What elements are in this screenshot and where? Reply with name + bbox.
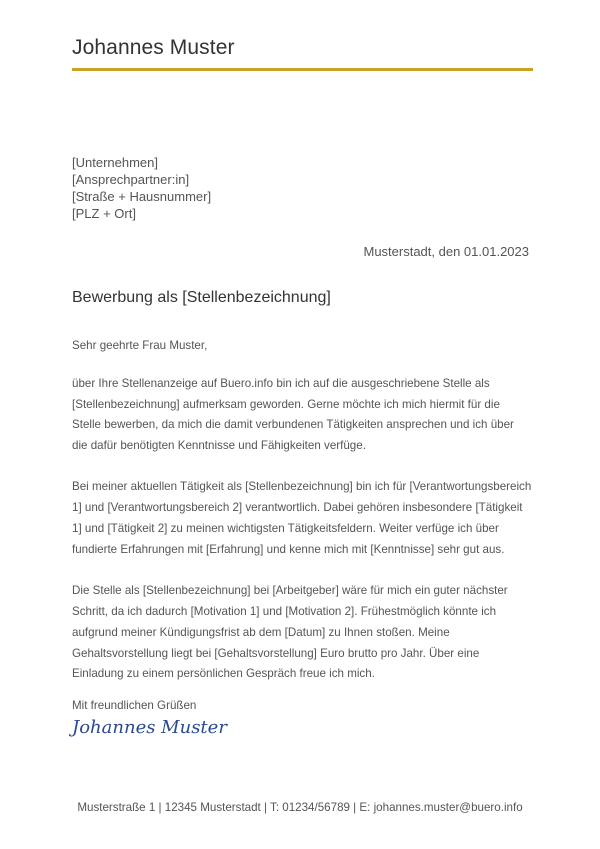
paragraph-1: über Ihre Stellenanzeige auf Buero.info bin ich auf die ausgeschriebene Stelle als [Stellenbezeichnung] aufmerksam geworden. Gerne möchte ich mich hiermit für die Stelle bewerben, da mich die damit verbundenen Tätigkeiten ansprechen und ich über die dafür benötigten Kenntnisse und Fähigkeiten verfüge. <box>72 376 514 453</box>
header-divider <box>72 68 533 71</box>
recipient-city: [PLZ + Ort] <box>72 206 136 221</box>
subject-line: Bewerbung als [Stellenbezeichnung] <box>72 289 331 306</box>
header-name: Johannes Muster <box>72 36 235 59</box>
recipient-address <box>72 154 211 222</box>
closing: Mit freundlichen Grüßen <box>72 699 197 712</box>
recipient-street: [Straße + Hausnummer] <box>72 189 212 204</box>
paragraph-3: Die Stelle als [Stellenbezeichnung] bei [Arbeitgeber] wäre für mich ein guter nächster Schritt, da ich dadurch [Motivation 1] und [Motivation 2]. Frühestmöglich könnte ich aufgrund meiner Kündigungsfrist ab dem [Datum] zu Ihnen stoßen. Meine Gehaltsvorstellung liegt bei [Gehaltsvorstellung] Euro brutto pro Jahr. Über eine Einladung zu einem persönlichen Gespräch freue ich mich. <box>72 584 508 681</box>
signature: Johannes Muster <box>72 717 227 738</box>
recipient-contact: [Ansprechpartner:in] <box>72 172 190 187</box>
paragraph-2: Bei meiner aktuellen Tätigkeit als [Stellenbezeichnung] bin ich für [Verantwortungsbereich 1] und [Verantwortungsbereich 2] verantwortlich. Dabei gehören insbesondere [Tätigkeit 1] und [Tätigkeit 2] zu meinen wichtigsten Tätigkeitsfeldern. Weiter verfüge ich über fundierte Erfahrungen mit [Erfahrung] und kenne mich mit [Kenntnisse] sehr gut aus. <box>72 480 532 556</box>
date-line: Musterstadt, den 01.01.2023 <box>363 244 529 259</box>
letter-body <box>72 336 532 706</box>
footer-contact: Musterstraße 1 | 12345 Musterstadt | T: 01234/56789 | E: johannes.muster@buero.info <box>77 801 523 814</box>
recipient-company: [Unternehmen] <box>72 155 158 170</box>
salutation: Sehr geehrte Frau Muster, <box>72 339 208 352</box>
